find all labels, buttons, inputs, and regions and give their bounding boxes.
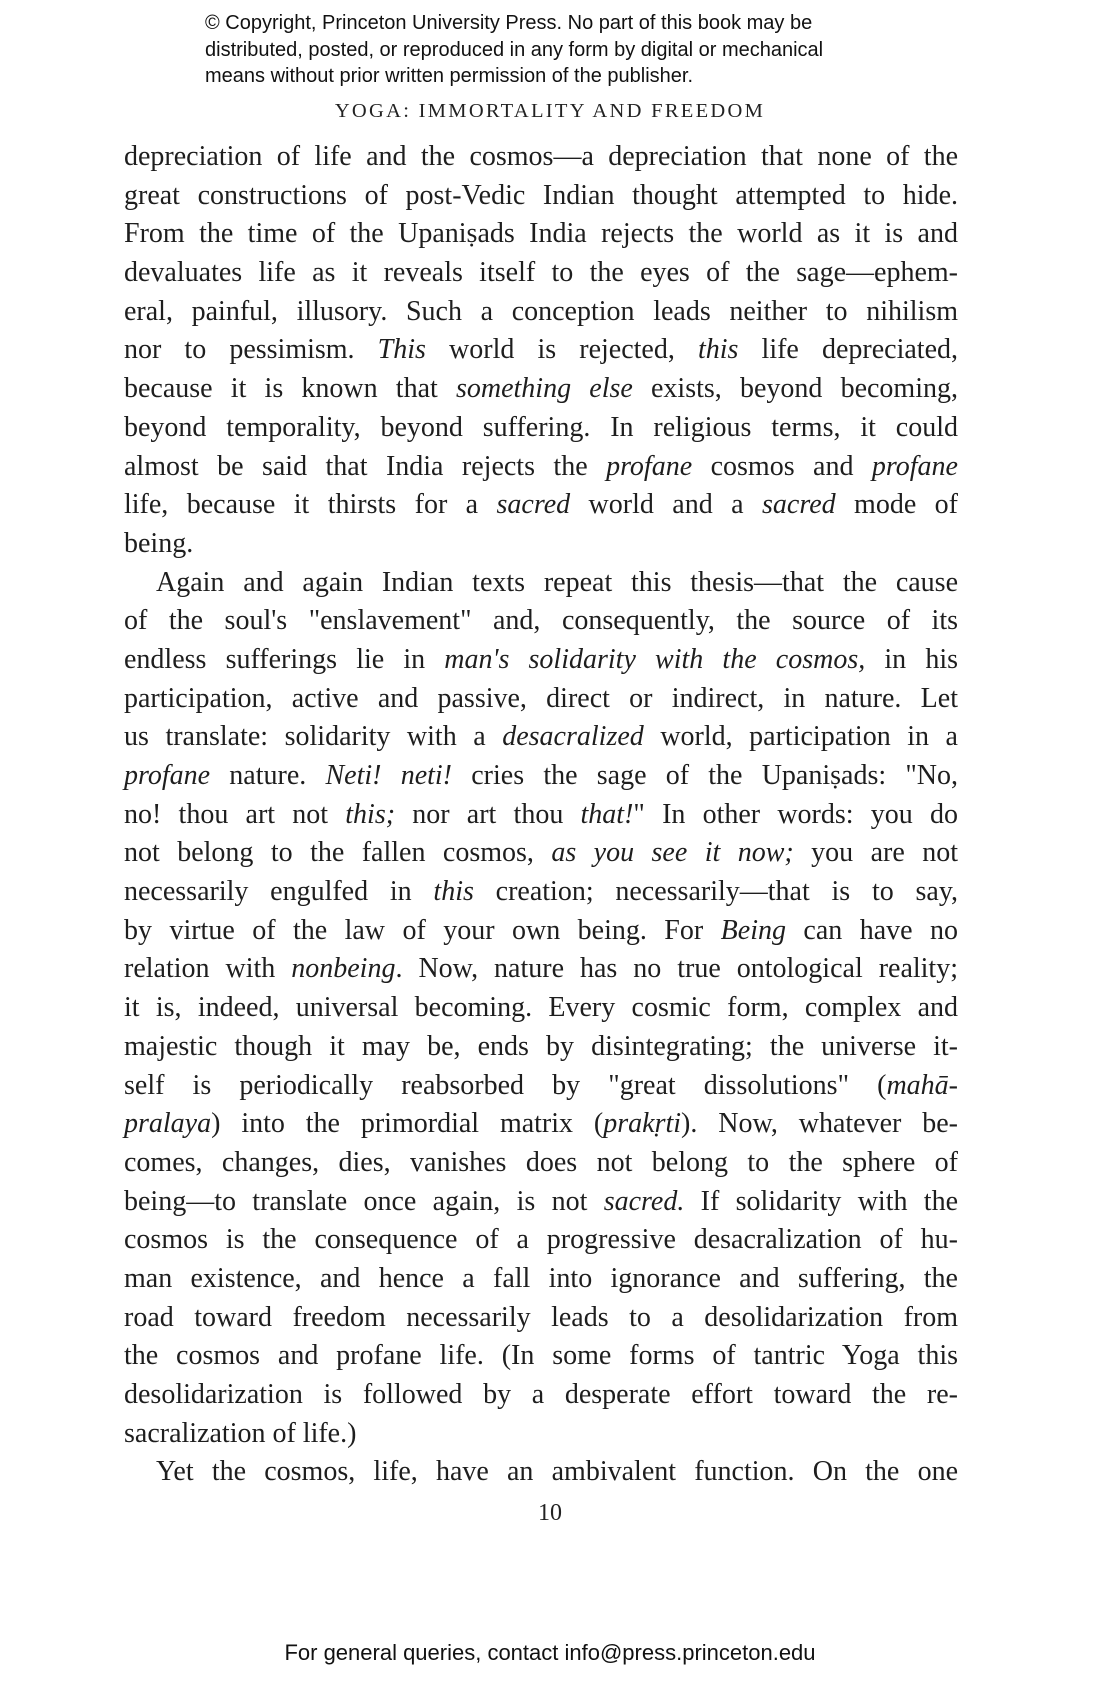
text-line (124, 1105, 958, 1144)
text-span: endless sufferings lie in (124, 643, 445, 675)
italic-text: This (377, 334, 426, 366)
text-span: no! thou art not (124, 798, 346, 830)
text-span: eral, painful, illusory. Such a conception leads neither to nihilism (124, 295, 958, 327)
copyright-line: means without prior written permission of the publisher. (205, 65, 694, 87)
text-span: " In other words: you do (633, 798, 958, 830)
text-span: nor to pessimism. (124, 334, 378, 366)
text-span: nor art thou (395, 798, 581, 830)
text-span: necessarily engulfed in (124, 876, 434, 908)
text-line (124, 757, 958, 796)
text-line (124, 834, 958, 873)
text-span: life depreciated, (738, 334, 958, 366)
italic-text: man's solidarity with the cosmos, (444, 643, 866, 675)
italic-text: profane (606, 450, 693, 482)
text-span: world is rejected, (425, 334, 698, 366)
italic-text: nonbeing (291, 953, 396, 985)
text-span: majestic though it may be, ends by disintegrating; the universe it- (124, 1030, 958, 1062)
italic-text: sacred. (603, 1185, 685, 1217)
copyright-line: © Copyright, Princeton University Press. No part of this book may be (205, 12, 813, 34)
running-head: YOGA: IMMORTALITY AND FREEDOM (334, 100, 766, 122)
italic-text: as you see it now; (551, 837, 794, 869)
text-span: us translate: solidarity with a (124, 721, 503, 753)
text-line (124, 1028, 958, 1067)
copyright-notice (205, 10, 925, 90)
text-line (124, 1337, 958, 1376)
text-line (124, 448, 958, 487)
italic-text: Neti! neti! (325, 760, 453, 791)
text-span: because it is known that (124, 373, 456, 405)
text-span: in his (865, 643, 958, 675)
text-span: exists, beyond becoming, (632, 373, 958, 405)
text-span: it is, indeed, universal becoming. Every cosmic form, complex and (124, 992, 958, 1024)
text-span: world and a (570, 489, 763, 521)
text-line (124, 486, 958, 525)
text-line (124, 293, 958, 332)
text-span: If solidarity with the (684, 1185, 958, 1217)
text-line (124, 912, 958, 951)
body-text (124, 138, 958, 1492)
italic-text: that! (580, 798, 634, 830)
italic-text: this; (345, 798, 396, 830)
text-line (124, 873, 958, 912)
text-span: . Now, nature has no true ontological reality; (395, 953, 958, 985)
text-span: nature. (210, 760, 326, 791)
text-line (124, 177, 958, 216)
text-line (124, 138, 958, 177)
text-span: being—to translate once again, is not (124, 1185, 604, 1217)
text-span: not belong to the fallen cosmos, (124, 837, 552, 869)
text-span: devaluates life as it reveals itself to the eyes of the sage—ephem- (124, 257, 958, 289)
text-line (124, 564, 958, 603)
text-span: sacralization of life.) (124, 1417, 357, 1449)
text-span: creation; necessarily—that is to say, (473, 876, 958, 908)
text-span: cries the sage of the Upaniṣads: "No, (452, 760, 958, 791)
text-line (124, 989, 958, 1028)
text-line (124, 1376, 958, 1415)
text-line (124, 641, 958, 680)
italic-text: profane (871, 450, 958, 482)
italic-text: pralaya (124, 1108, 212, 1140)
text-line (124, 1299, 958, 1338)
italic-text: prakṛti (603, 1108, 682, 1140)
text-line (124, 1067, 958, 1106)
text-span: Yet the cosmos, life, have an ambivalent function. On the one (156, 1456, 958, 1488)
text-line (124, 1260, 958, 1299)
text-span: world, participation in a (643, 721, 958, 753)
text-line (124, 525, 958, 564)
text-span: the cosmos and profane life. (In some forms of tantric Yoga this (124, 1340, 958, 1372)
italic-text: sacred (496, 489, 571, 521)
italic-text: profane (124, 760, 211, 791)
text-span: by virtue of the law of your own being. For (124, 914, 721, 946)
text-line (124, 1415, 958, 1454)
text-span: cosmos and (692, 450, 872, 482)
text-line (124, 254, 958, 293)
italic-text: mahā- (886, 1069, 958, 1101)
text-span: road toward freedom necessarily leads to a desolidarization from (124, 1301, 958, 1333)
text-span: life, because it thirsts for a (124, 489, 497, 521)
italic-text: this (697, 334, 739, 366)
text-span: ) into the primordial matrix ( (211, 1108, 604, 1140)
italic-text: Being (720, 914, 786, 946)
copyright-line: distributed, posted, or reproduced in any form by digital or mechanical (205, 38, 824, 61)
text-span: mode of (835, 489, 958, 521)
text-line (124, 950, 958, 989)
text-span: almost be said that India rejects the (124, 450, 607, 482)
italic-text: something else (455, 373, 633, 405)
text-span: great constructions of post-Vedic Indian thought attempted to hide. (124, 179, 958, 211)
text-line (124, 680, 958, 719)
text-line (124, 796, 958, 835)
text-line (124, 409, 958, 448)
page-number: 10 (538, 1500, 562, 1526)
text-span: you are not (793, 837, 959, 869)
text-line (124, 602, 958, 641)
text-span: desolidarization is followed by a desperate effort toward the re- (124, 1379, 958, 1410)
text-span: can have no (785, 914, 958, 946)
text-span: comes, changes, dies, vanishes does not belong to the sphere of (124, 1146, 958, 1178)
text-span: being. (124, 527, 194, 559)
text-line (124, 215, 958, 254)
text-span: depreciation of life and the cosmos—a depreciation that none of the (124, 141, 958, 172)
text-line (124, 370, 958, 409)
text-span: beyond temporality, beyond suffering. In religious terms, it could (124, 411, 958, 443)
footer-contact: For general queries, contact info@press.princeton.edu (284, 1640, 816, 1665)
text-span: man existence, and hence a fall into ignorance and suffering, the (124, 1262, 958, 1294)
text-line (124, 331, 958, 370)
text-line (124, 1221, 958, 1260)
text-span: participation, active and passive, direct or indirect, in nature. Let (124, 682, 958, 714)
text-line (124, 718, 958, 757)
italic-text: desacralized (502, 721, 644, 753)
text-span: relation with (124, 953, 292, 985)
italic-text: sacred (762, 489, 836, 521)
text-span: Again and again Indian texts repeat this thesis—that the cause (156, 566, 958, 598)
text-span: self is periodically reabsorbed by "great dissolutions" ( (124, 1069, 887, 1101)
text-span: From the time of the Upaniṣads India rejects the world as it is and (124, 218, 958, 250)
text-span: ). Now, whatever be- (681, 1108, 958, 1140)
text-line (124, 1453, 958, 1492)
italic-text: this (433, 876, 474, 908)
text-span: of the soul's "enslavement" and, consequently, the source of its (124, 605, 958, 637)
text-line (124, 1183, 958, 1222)
text-span: cosmos is the consequence of a progressive desacralization of hu- (124, 1224, 958, 1256)
text-line (124, 1144, 958, 1183)
